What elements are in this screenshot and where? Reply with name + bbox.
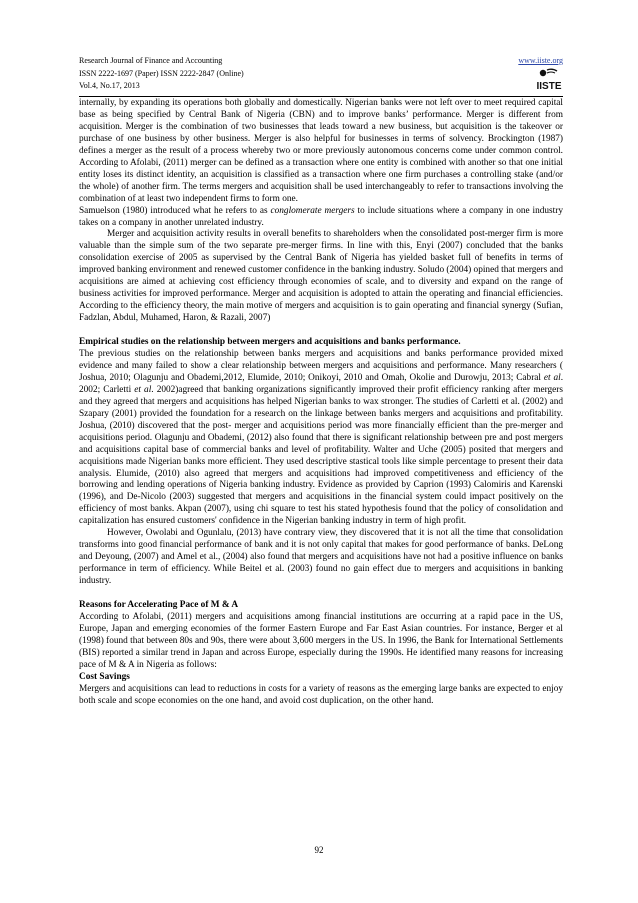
page-number: 92 — [314, 845, 324, 855]
section-heading: Empirical studies on the relationship between mergers and acquisitions and banks performance. — [79, 337, 461, 348]
paragraph: However, Owolabi and Ogunlalu, (2013) have contrary view, they discovered that it is not all the time that consolidation transforms into good financial performance of bank and it is not only capital that makes for good performance of banks. DeLong and Deyoung, (2007) and Amel et al., (2004) also found that mergers and acquisitions have not had a positive influence on banks performance in term of efficiency. While Beitel et al. (2003) found no gain effect due to mergers and acquisitions in banking industry. — [79, 528, 563, 587]
page-header — [79, 55, 563, 93]
journal-title: Research Journal of Finance and Accounting — [79, 56, 223, 65]
header-rule — [79, 96, 563, 97]
emphasis: conglomerate mergers — [270, 205, 355, 216]
article-body — [79, 98, 563, 708]
issn-line: ISSN 2222-1697 (Paper) ISSN 2222-2847 (Online) — [79, 68, 244, 78]
journal-link[interactable]: www.iiste.org — [518, 56, 563, 65]
paragraph: Samuelson (1980) introduced what he refers to as conglomerate mergers to include situations where a company in one industry takes on a company in another unrelated industry. — [79, 205, 563, 228]
paragraph: Mergers and acquisitions can lead to reductions in costs for a variety of reasons as the emerging large banks are expected to enjoy both scale and scope economies on the one hand, and avoid cost duplication, on the other hand. — [79, 683, 563, 706]
volume-line: Vol.4, No.17, 2013 — [79, 81, 140, 90]
emphasis: et al — [543, 372, 561, 383]
iiste-logo — [536, 67, 562, 93]
paragraph: According to Afolabi, (2011) mergers and acquisitions among financial institutions are occurring at a rapid pace in the US, Europe, Japan and emerging economies of the former Eastern Europe and Far East Asian countries. For instance, Berger et al (1998) found that between 80s and 90s, there were about 3,600 mergers in the US. In 1996, the Bank for International Settlements (BIS) reported a similar trend in Japan and across Europe, especially during the 1990s. He identified many reasons for increasing pace of M & A in Nigeria as follows: — [79, 611, 563, 670]
section-heading: Reasons for Accelerating Pace of M & A — [79, 600, 239, 610]
paragraph: Merger and acquisition activity results in overall benefits to shareholders when the consolidated post-merger firm is more valuable than the simple sum of the two separate pre-merger firms. In line with this, Enyi (2007) concluded that the banks consolidation exercise of 2005 as supervised by the Central Bank of Nigeria has yielded basket full of benefits in terms of improved banking environment and renewed customer confidence in the banking industry. Soludo (2004) opined that mergers and acquisitions are aimed at achieving cost efficiency through economies of scale, and to diversity and expand on the range of business activities for improved performance. Merger and acquisition is adopted to attain the operating and financial efficiencies. According to the efficiency theory, the main motive of mergers and acquisition is to gain operating and financial synergy (Sufian, Fadzlan, Abdul, Muhamed, Haron, & Razali, 2007) — [79, 229, 563, 324]
emphasis: et al — [134, 384, 152, 395]
svg-text:IISTE: IISTE — [536, 81, 562, 92]
paragraph: The previous studies on the relationship between banks mergers and acquisitions and banks performance provided mixed evidence and many failed to show a clear relationship between mergers and acquisitions and performance. Many researchers ( Joshua, 2010; Olagunju and Obademi,2012, Elumide, 2010; Onikoyi, 2010 and Omah, Okolie and Durowju, 2013; Cabral et al. 2002; Carletti et al. 2002)agreed that banking organizations significantly improved their profit efficiency ranking after mergers and they agreed that mergers and acquisitions has helped Nigerian banks to wax stronger. The studies of Carletti et al. (2002) and Szapary (2001) provided the foundation for a research on the linkage between banks mergers and acquisitions and profitability. Joshua, (2010) discovered that the post- merger and acquisitions period was more financially efficient than the pre-merger and acquisitions period. Olagunju and Obademi, (2012) also found that there is significant relationship between pre and post mergers and acquisitions capital base of commercial banks and level of profitability. Walter and Uche (2005) posited that mergers and acquisitions made Nigerian banks more efficient. They used descriptive stastical tools like simple percentage to present their data analysis. Elumide, (2010) also agreed that mergers and acquisitions had improved competitiveness and efficiency of the borrowing and lending operations of Nigeria banking industry. Evidence as provided by Caprion (1993) Calomiris and Karenski (1996), and De-Nicolo (2003) suggested that mergers and acquisitions in the financial system could impact positively on the efficiency of most banks. Akpan (2007), using chi square to test his stated hypothesis found that the policy of consolidation and capitalization has ensured customers' confidence in the Nigerian banking industry in term of high profit. — [79, 349, 564, 527]
paragraph: internally, by expanding its operations both globally and domestically. Nigerian banks were not left over to meet required capital base as being specified by Central Bank of Nigeria (CBN) and to improve banks’ performance. Merger is different from acquisition. Merger is the combination of two businesses that leads toward a new business, but acquisition is the takeover or purchase of one business by other business. Merger is also helpful for businesses in terms of solvency. Brockington (1987) defines a merger as the result of a process whereby two or more previously autonomous concerns come under common control. According to Afolabi, (2011) merger can be defined as a transaction where one entity is combined with another so that one initial entity loses its distinct identity, an acquisition is classified as a transaction where one firm purchases a controlling stake (and/or the whole) of another firm. The terms mergers and acquisition shall be used interchangeably to refer to transactions involving the combination of at least two independent firms to form one. — [79, 98, 563, 204]
subsection-heading: Cost Savings — [79, 671, 130, 682]
